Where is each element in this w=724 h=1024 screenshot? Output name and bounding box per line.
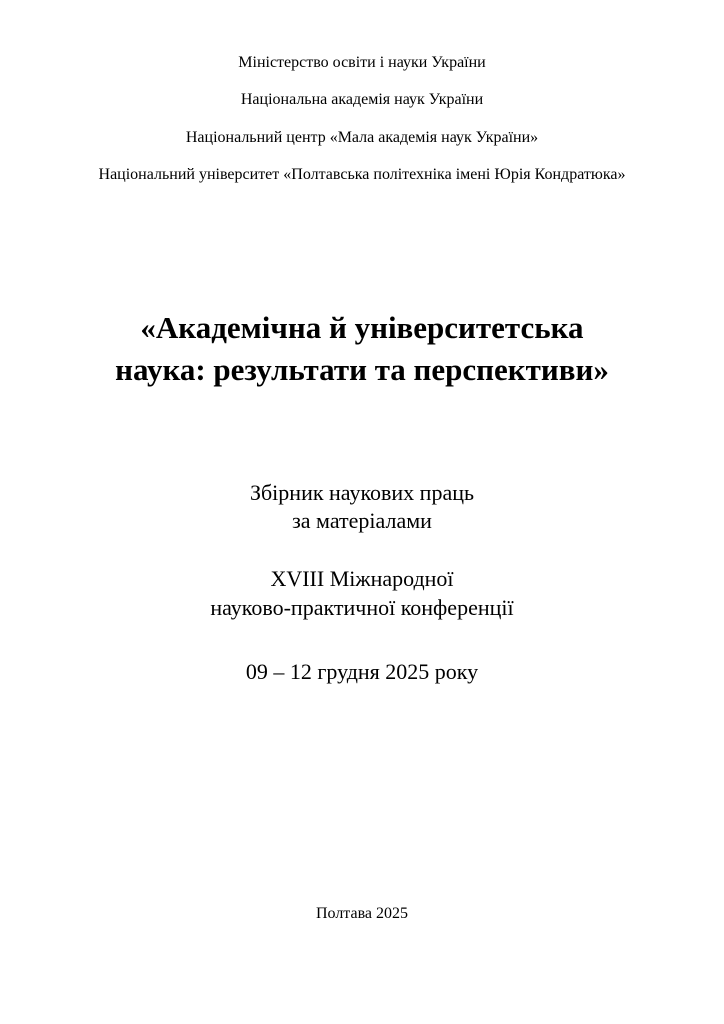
conference-dates: 09 – 12 грудня 2025 року <box>245 659 479 684</box>
city-year: Полтава 2025 <box>315 905 409 922</box>
conference-line-1: XVIII Міжнародної <box>270 566 454 591</box>
title-line-1: «Академічна й університетська <box>140 310 584 345</box>
conference-line-2: науково-практичної конференції <box>210 595 514 620</box>
org-line-center: Національний центр «Мала академія наук України» <box>185 129 539 146</box>
org-line-academy: Національна академія наук України <box>240 91 484 108</box>
collection-line-1: Збірник наукових праць <box>249 480 475 505</box>
org-line-university: Національний університет «Полтавська політехніка імені Юрія Кондратюка» <box>98 166 626 183</box>
collection-line-2: за матеріалами <box>292 508 432 533</box>
title-line-2: наука: результати та перспективи» <box>115 352 609 387</box>
org-line-ministry: Міністерство освіти і науки України <box>238 54 486 71</box>
